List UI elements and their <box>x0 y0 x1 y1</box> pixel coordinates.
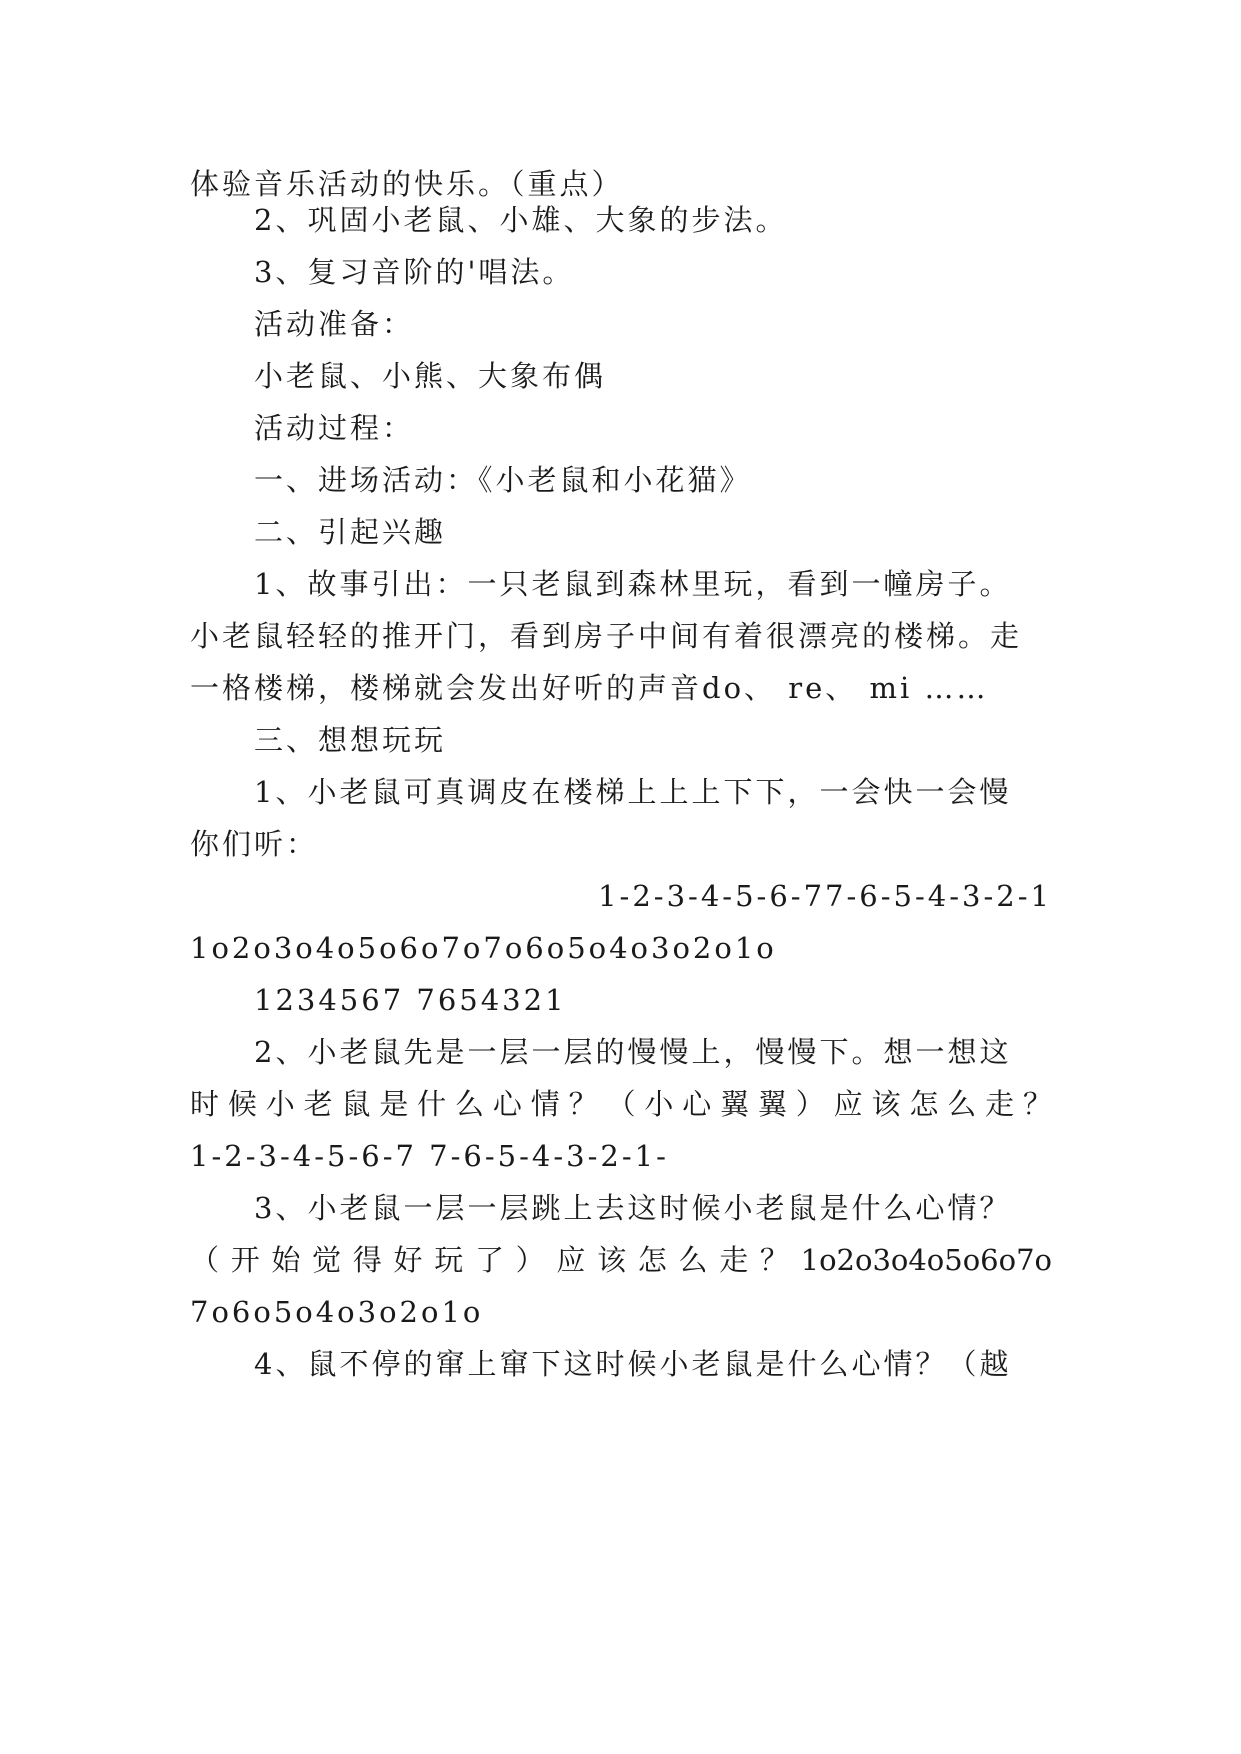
text-line: （开始觉得好玩了）应该怎么走？1o2o3o4o5o6o7o <box>190 1243 1052 1277</box>
text-line: 小老鼠、小熊、大象布偶 <box>254 359 607 393</box>
text-line: 7o6o5o4o3o2o1o <box>190 1295 484 1329</box>
text-line: 1o2o3o4o5o6o7o7o6o5o4o3o2o1o <box>190 931 777 965</box>
text-line: 1-2-3-4-5-6-77-6-5-4-3-2-1 <box>598 879 1052 913</box>
text-line: 你们听： <box>190 827 319 861</box>
text-line: 2、巩固小老鼠、小雄、大象的步法。 <box>254 203 788 237</box>
text-line: 时候小老鼠是什么心情？（小心翼翼）应该怎么走？ <box>190 1087 1052 1121</box>
text-line: 1、小老鼠可真调皮在楼梯上上上下下，一会快一会慢 <box>254 775 1012 809</box>
text-line: 1234567 7654321 <box>254 983 567 1017</box>
text-line: 2、小老鼠先是一层一层的慢慢上，慢慢下。想一想这 <box>254 1035 1012 1069</box>
text-line: 3、复习音阶的'唱法。 <box>254 255 575 289</box>
text-line: 1、故事引出：一只老鼠到森林里玩，看到一幢房子。 <box>254 567 1012 601</box>
text-line: 1-2-3-4-5-6-7 7-6-5-4-3-2-1- <box>190 1139 669 1173</box>
text-line: 一、进场活动：《小老鼠和小花猫》 <box>254 463 752 497</box>
text-line: 活动准备： <box>254 307 415 341</box>
text-line: 小老鼠轻轻的推开门，看到房子中间有着很漂亮的楼梯。走 <box>190 619 1023 653</box>
text-line: 二、引起兴趣 <box>254 515 447 549</box>
text-line: 3、小老鼠一层一层跳上去这时候小老鼠是什么心情？ <box>254 1191 1012 1225</box>
text-line: 一格楼梯，楼梯就会发出好听的声音do、 re、 mi …… <box>190 671 989 705</box>
text-line: 活动过程： <box>254 411 415 445</box>
text-line: 4、鼠不停的窜上窜下这时候小老鼠是什么心情？（越 <box>254 1347 1012 1381</box>
text-line: 体验音乐活动的快乐。（重点） <box>190 167 624 201</box>
text-line: 三、想想玩玩 <box>254 723 447 757</box>
